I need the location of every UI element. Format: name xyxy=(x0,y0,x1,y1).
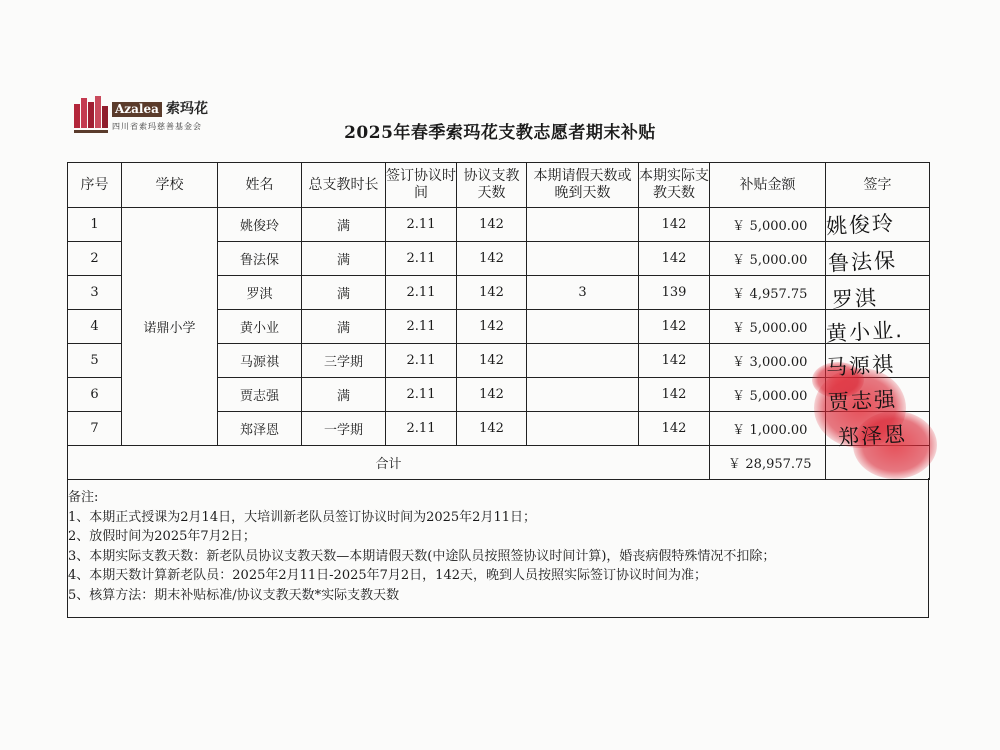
amount-value: 3,000.00 xyxy=(749,355,808,370)
row-duration: 满 xyxy=(302,208,386,242)
row-signature-cell xyxy=(826,310,930,344)
row-sign-time: 2.11 xyxy=(386,412,457,446)
total-amount-value: 28,957.75 xyxy=(745,457,812,472)
note-item: 5、核算方法：期末补贴标准/协议支教天数*实际支教天数 xyxy=(68,587,400,603)
note-item: 4、本期天数计算新老队员：2025年2月11日-2025年7月2日，142天，晚到人员按照实际签订协议时间为准； xyxy=(68,568,707,583)
header-agreed-days: 协议支教天数 xyxy=(457,163,527,208)
row-seq: 5 xyxy=(68,344,122,378)
row-duration: 满 xyxy=(302,310,386,344)
currency-symbol: ￥ xyxy=(727,457,741,472)
signature-5: 马源祺 xyxy=(825,352,896,380)
row-leave-days xyxy=(527,412,639,446)
row-leave-days xyxy=(527,242,639,276)
row-signature-cell xyxy=(826,208,930,242)
row-agreed-days: 142 xyxy=(457,344,527,378)
red-fingerprint-stamp xyxy=(800,360,940,485)
row-seq: 6 xyxy=(68,378,122,412)
document-title: 2025年春季索玛花支教志愿者期末补贴 xyxy=(344,123,656,143)
row-actual-days: 142 xyxy=(639,412,710,446)
currency-symbol: ￥ xyxy=(732,287,746,302)
amount-value: 5,000.00 xyxy=(749,389,808,404)
header-amount: 补贴金额 xyxy=(710,163,826,208)
logo-org-name: 四川省索玛慈善基金会 xyxy=(112,122,202,131)
amount-value: 4,957.75 xyxy=(749,287,808,302)
note-item: 1、本期正式授课为2月14日，大培训新老队员签订协议时间为2025年2月11日； xyxy=(68,509,536,525)
header-duration: 总支教时长 xyxy=(302,163,386,208)
row-duration: 满 xyxy=(302,378,386,412)
row-name: 姚俊玲 xyxy=(218,208,302,242)
row-agreed-days: 142 xyxy=(457,242,527,276)
signature-7: 郑泽恩 xyxy=(837,422,908,450)
amount-value: 5,000.00 xyxy=(749,219,808,234)
row-name: 黄小业 xyxy=(218,310,302,344)
note-item: 2、放假时间为2025年7月2日； xyxy=(68,529,256,544)
row-actual-days: 142 xyxy=(639,208,710,242)
row-name: 鲁法保 xyxy=(218,242,302,276)
row-agreed-days: 142 xyxy=(457,276,527,310)
table-header-row xyxy=(68,163,930,208)
row-actual-days: 139 xyxy=(639,276,710,310)
row-name: 郑泽恩 xyxy=(218,412,302,446)
row-amount xyxy=(710,208,826,242)
row-leave-days xyxy=(527,378,639,412)
row-sign-time: 2.11 xyxy=(386,276,457,310)
row-seq: 4 xyxy=(68,310,122,344)
currency-symbol: ￥ xyxy=(732,423,746,438)
total-label: 合计 xyxy=(68,446,710,480)
row-actual-days: 142 xyxy=(639,310,710,344)
row-amount xyxy=(710,276,826,310)
row-actual-days: 142 xyxy=(639,242,710,276)
row-leave-days xyxy=(527,344,639,378)
table-row xyxy=(68,208,930,242)
logo-brand-en: Azalea xyxy=(112,102,162,117)
row-duration: 满 xyxy=(302,242,386,276)
row-signature-cell xyxy=(826,242,930,276)
row-actual-days: 142 xyxy=(639,378,710,412)
row-amount xyxy=(710,310,826,344)
row-seq: 2 xyxy=(68,242,122,276)
row-seq: 7 xyxy=(68,412,122,446)
row-amount xyxy=(710,242,826,276)
header-seq: 序号 xyxy=(68,163,122,208)
header-sign-time: 签订协议时间 xyxy=(386,163,457,208)
row-actual-days: 142 xyxy=(639,344,710,378)
row-leave-days xyxy=(527,310,639,344)
row-agreed-days: 142 xyxy=(457,378,527,412)
row-name: 马源祺 xyxy=(218,344,302,378)
currency-symbol: ￥ xyxy=(732,321,746,336)
notes-heading: 备注: xyxy=(68,490,99,505)
row-sign-time: 2.11 xyxy=(386,344,457,378)
header-school: 学校 xyxy=(122,163,218,208)
header-actual-days: 本期实际支教天数 xyxy=(639,163,710,208)
signature-4: 黄小业. xyxy=(825,317,905,347)
row-leave-days xyxy=(527,208,639,242)
row-agreed-days: 142 xyxy=(457,310,527,344)
row-seq: 1 xyxy=(68,208,122,242)
signature-3: 罗淇 xyxy=(831,285,879,313)
row-name: 贾志强 xyxy=(218,378,302,412)
currency-symbol: ￥ xyxy=(732,389,746,404)
signature-1: 姚俊玲 xyxy=(825,211,896,239)
row-signature-cell xyxy=(826,276,930,310)
row-sign-time: 2.11 xyxy=(386,378,457,412)
row-agreed-days: 142 xyxy=(457,412,527,446)
row-sign-time: 2.11 xyxy=(386,310,457,344)
row-agreed-days: 142 xyxy=(457,208,527,242)
row-sign-time: 2.11 xyxy=(386,242,457,276)
row-sign-time: 2.11 xyxy=(386,208,457,242)
row-duration: 一学期 xyxy=(302,412,386,446)
notes-section xyxy=(67,478,929,618)
amount-value: 1,000.00 xyxy=(749,423,808,438)
row-name: 罗淇 xyxy=(218,276,302,310)
amount-value: 5,000.00 xyxy=(749,321,808,336)
signature-6: 贾志强 xyxy=(827,387,898,415)
currency-symbol: ￥ xyxy=(732,355,746,370)
header-signature: 签字 xyxy=(826,163,930,208)
logo-brand-cn: 索玛花 xyxy=(166,101,208,117)
row-leave-days: 3 xyxy=(527,276,639,310)
currency-symbol: ￥ xyxy=(732,219,746,234)
row-duration: 三学期 xyxy=(302,344,386,378)
school-cell: 诺鼎小学 xyxy=(122,208,218,446)
header-leave-days: 本期请假天数或晚到天数 xyxy=(527,163,639,208)
signature-2: 鲁法保 xyxy=(827,248,898,276)
note-item: 3、本期实际支教天数：新老队员协议支教天数—本期请假天数(中途队员按照签协议时间计算)，婚丧病假特殊情况不扣除； xyxy=(68,548,776,564)
amount-value: 5,000.00 xyxy=(749,253,808,268)
currency-symbol: ￥ xyxy=(732,253,746,268)
row-duration: 满 xyxy=(302,276,386,310)
header-name: 姓名 xyxy=(218,163,302,208)
row-seq: 3 xyxy=(68,276,122,310)
